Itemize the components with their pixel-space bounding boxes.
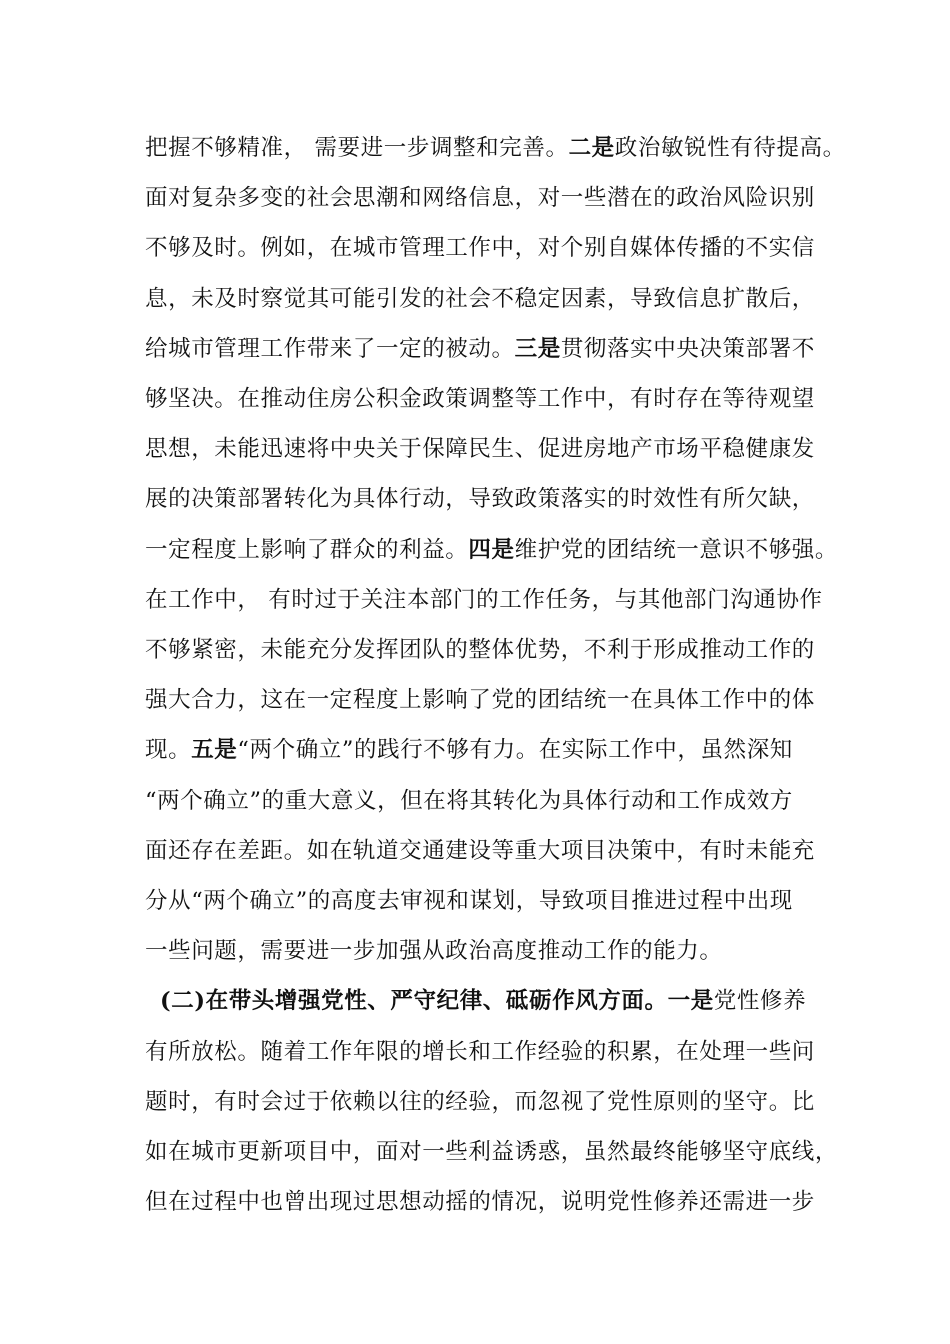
text-run: 现。 <box>145 737 192 763</box>
text-line <box>145 535 845 565</box>
text-run: 但在过程中也曾出现过思想动摇的情况，说明党性修养还需进一步 <box>145 1189 815 1215</box>
text-line <box>145 685 845 715</box>
text-line <box>145 1037 845 1067</box>
text-line <box>145 334 845 364</box>
text-line <box>145 1187 845 1217</box>
text-line <box>145 585 845 615</box>
text-run: “两个确立”的践行不够有力。在实际工作中，虽然深知 <box>237 737 793 763</box>
text-run: 政治敏锐性有待提高。 <box>614 135 846 161</box>
text-run: 党性修养 <box>713 988 807 1014</box>
text-run: 一些问题，需要进一步加强从政治高度推动工作的能力。 <box>145 938 723 964</box>
text-run: “两个确立”的重大意义，但在将其转化为具体行动和工作成效方 <box>145 788 793 814</box>
text-run: 思想，未能迅速将中央关于保障民生、促进房地产市场平稳健康发 <box>145 436 815 462</box>
text-line <box>145 735 845 765</box>
text-run: 面对复杂多变的社会思潮和网络信息，对一些潜在的政治风险识别 <box>145 185 815 211</box>
text-run: 强大合力，这在一定程度上影响了党的团结统一在具体工作中的体 <box>145 687 815 713</box>
text-line <box>145 836 845 866</box>
text-run: 一定程度上影响了群众的利益。 <box>145 537 469 563</box>
text-run: 如在城市更新项目中，面对一些利益诱惑，虽然最终能够坚守底线， <box>145 1139 839 1165</box>
text-line <box>145 635 845 665</box>
text-run: 在工作中， 有时过于关注本部门的工作任务，与其他部门沟通协作 <box>145 587 823 613</box>
text-run: 有所放松。随着工作年限的增长和工作经验的积累，在处理一些问 <box>145 1039 815 1065</box>
text-line <box>145 384 845 414</box>
text-run: 把握不够精准， 需要进一步调整和完善。 <box>145 135 569 161</box>
text-line <box>145 133 845 163</box>
bold-text-run: (二)在带头增强党性、严守纪律、砥砺作风方面。一是 <box>160 988 714 1014</box>
text-line <box>145 936 845 966</box>
text-line <box>145 786 845 816</box>
text-run: 展的决策部署转化为具体行动，导致政策落实的时效性有所欠缺， <box>145 486 815 512</box>
text-line <box>160 986 860 1016</box>
text-line <box>145 183 845 213</box>
text-line <box>145 233 845 263</box>
bold-text-run: 三是 <box>514 336 561 362</box>
text-run: 够坚决。在推动住房公积金政策调整等工作中，有时存在等待观望 <box>145 386 815 412</box>
bold-text-run: 五是 <box>191 737 238 763</box>
text-line <box>145 284 845 314</box>
text-run: 贯彻落实中央决策部署不 <box>560 336 815 362</box>
text-run: 不够及时。例如，在城市管理工作中，对个别自媒体传播的不实信 <box>145 235 815 261</box>
text-run: 息，未及时察觉其可能引发的社会不稳定因素，导致信息扩散后， <box>145 286 815 312</box>
text-run: 面还存在差距。如在轨道交通建设等重大项目决策中，有时未能充 <box>145 838 815 864</box>
text-run: 给城市管理工作带来了一定的被动。 <box>145 336 515 362</box>
bold-text-run: 四是 <box>468 537 515 563</box>
text-line <box>145 1087 845 1117</box>
text-line <box>145 886 845 916</box>
text-run: 不够紧密，未能充分发挥团队的整体优势，不利于形成推动工作的 <box>145 637 815 663</box>
text-line <box>145 1137 845 1167</box>
text-run: 维护党的团结统一意识不够强。 <box>514 537 839 563</box>
text-line <box>145 434 845 464</box>
text-line <box>145 484 845 514</box>
bold-text-run: 二是 <box>568 135 615 161</box>
text-run: 题时，有时会过于依赖以往的经验，而忽视了党性原则的坚守。比 <box>145 1089 815 1115</box>
text-run: 分从“两个确立”的高度去审视和谋划，导致项目推进过程中出现 <box>145 888 793 914</box>
